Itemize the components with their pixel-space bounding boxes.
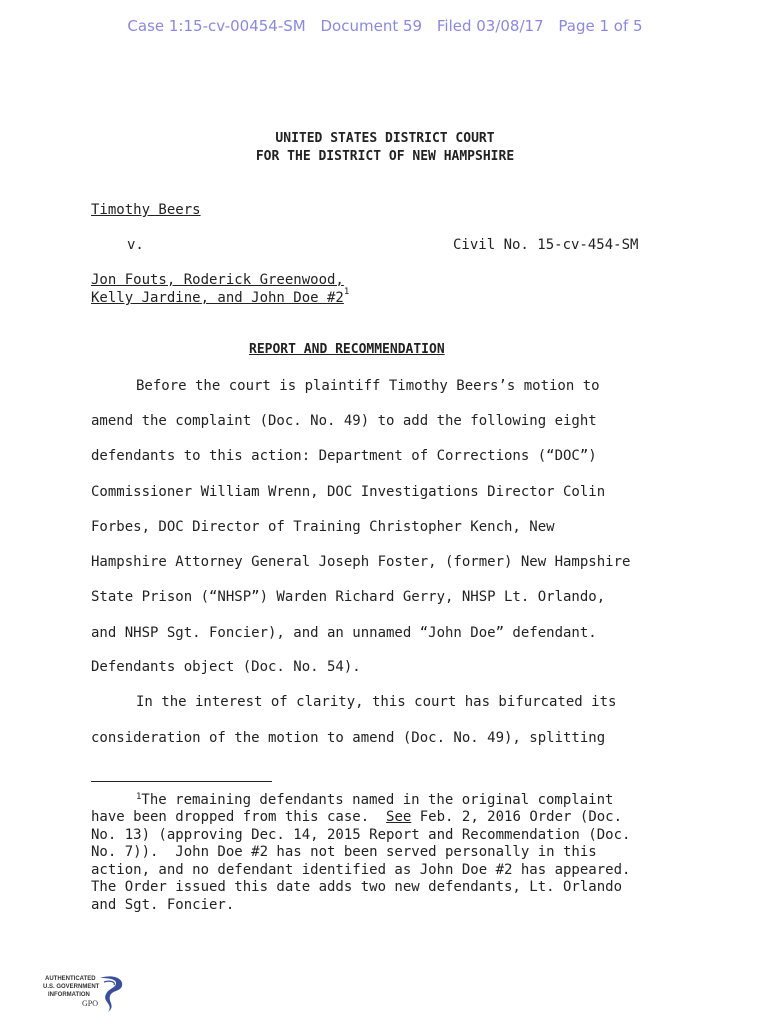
document-number: Document 59: [320, 17, 423, 35]
footnote-divider: [91, 781, 272, 782]
civil-number: Civil No. 15-cv-454-SM: [453, 237, 639, 253]
defendants-line2: Kelly Jardine, and John Doe #2: [91, 290, 344, 306]
body-line: Before the court is plaintiff Timothy Beers’s motion to: [136, 378, 600, 394]
body-line: State Prison (“NHSP”) Warden Richard Gerry, NHSP Lt. Orlando,: [91, 589, 606, 605]
body-line: defendants to this action: Department of Corrections (“DOC”): [91, 448, 597, 464]
footnote-line: Feb. 2, 2016 Order (Doc.: [411, 809, 623, 825]
filed-date: Filed 03/08/17: [436, 17, 544, 35]
ecf-header-stamp: [0, 17, 770, 35]
footnote-line1-wrap: [136, 792, 613, 810]
body-line: consideration of the motion to amend (Doc. No. 49), splitting: [91, 730, 606, 746]
body-line: Defendants object (Doc. No. 54).: [91, 659, 361, 675]
footnote-line: The remaining defendants named in the original complaint: [141, 792, 614, 808]
page-indicator: Page 1 of 5: [558, 17, 643, 35]
logo-line2: U.S. GOVERNMENT: [43, 984, 100, 990]
gpo-authentication-logo: [42, 972, 132, 1016]
court-name-line2: FOR THE DISTRICT OF NEW HAMPSHIRE: [255, 149, 515, 164]
footnote-line: have been dropped from this case.: [91, 809, 387, 825]
footnote-line: No. 13) (approving Dec. 14, 2015 Report and Recommendation (Doc.: [91, 827, 631, 843]
footnote-line2-wrap: [91, 809, 622, 827]
footnote-reference: 1: [343, 287, 350, 297]
body-line: In the interest of clarity, this court has bifurcated its: [136, 694, 617, 710]
footnote-line: action, and no defendant identified as John Doe #2 has appeared.: [91, 862, 631, 878]
document-heading: REPORT AND RECOMMENDATION: [249, 342, 445, 357]
plaintiff-name: Timothy Beers: [91, 202, 201, 218]
logo-line3: INFORMATION: [48, 992, 90, 998]
footnote-line: The Order issued this date adds two new defendants, Lt. Orlando: [91, 879, 623, 895]
versus: v.: [127, 237, 144, 253]
body-line: and NHSP Sgt. Foncier), and an unnamed “John Doe” defendant.: [91, 625, 597, 641]
footnote-line: and Sgt. Foncier.: [91, 897, 235, 913]
footnote-line: No. 7)). John Doe #2 has not been served personally in this: [91, 844, 597, 860]
gpo-eagle-icon: [42, 972, 132, 1016]
court-name-line1: UNITED STATES DISTRICT COURT: [275, 131, 495, 146]
case-number: Case 1:15-cv-00454-SM: [127, 17, 306, 35]
body-line: amend the complaint (Doc. No. 49) to add the following eight: [91, 413, 597, 429]
body-line: Forbes, DOC Director of Training Christopher Kench, New: [91, 519, 555, 535]
footnote-number: 1: [136, 792, 142, 802]
logo-line1: AUTHENTICATED: [45, 976, 96, 982]
defendants-line2-wrap: [91, 287, 350, 306]
body-line: Hampshire Attorney General Joseph Foster, (former) New Hampshire: [91, 554, 631, 570]
see-signal: See: [386, 809, 412, 825]
defendants-line1: Jon Fouts, Roderick Greenwood,: [91, 272, 344, 288]
body-line: Commissioner William Wrenn, DOC Investigations Director Colin: [91, 484, 606, 500]
logo-line4: GPO: [82, 999, 99, 1008]
